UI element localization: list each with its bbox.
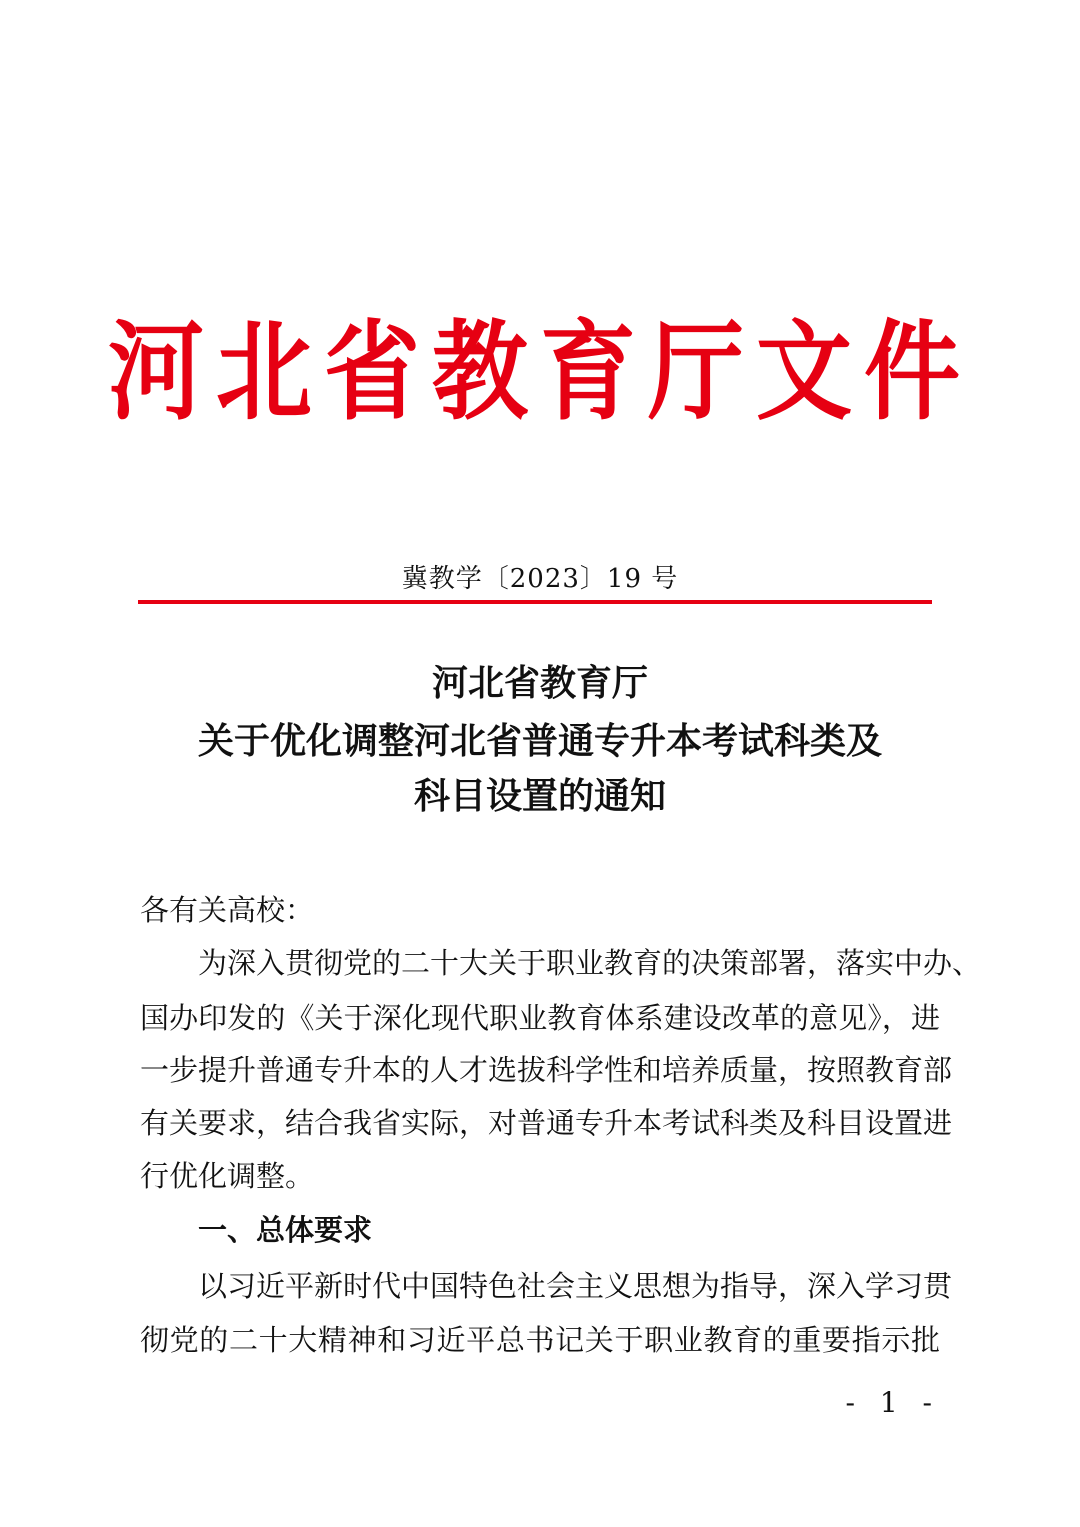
section-heading-general-requirements: 一、总体要求 <box>198 1213 373 1247</box>
section-1-line-1: 以习近平新时代中国特色社会主义思想为指导，深入学习贯 <box>198 1269 953 1303</box>
paragraph-1-line-5: 行优化调整。 <box>140 1159 315 1193</box>
document-title-line-2: 关于优化调整河北省普通专升本考试科类及 <box>197 721 882 762</box>
salutation: 各有关高校： <box>140 893 315 927</box>
section-1-line-2: 彻党的二十大精神和习近平总书记关于职业教育的重要指示批 <box>140 1323 940 1357</box>
document-number: 冀教学〔2023〕19 号 <box>401 564 679 594</box>
paragraph-1-line-1: 为深入贯彻党的二十大关于职业教育的决策部署，落实中办、 <box>198 946 982 980</box>
paragraph-1-line-4: 有关要求，结合我省实际，对普通专升本考试科类及科目设置进 <box>140 1106 953 1140</box>
document-title-line-3: 科目设置的通知 <box>413 776 666 817</box>
red-separator-line <box>138 600 932 604</box>
page-number: - 1 - <box>845 1386 940 1419</box>
paragraph-1-line-3: 一步提升普通专升本的人才选拔科学性和培养质量，按照教育部 <box>140 1053 953 1087</box>
document-title-line-1: 河北省教育厅 <box>431 663 648 704</box>
document-masthead: 河北省教育厅文件 <box>108 309 972 435</box>
paragraph-1-line-2: 国办印发的《关于深化现代职业教育体系建设改革的意见》，进 <box>140 1001 940 1035</box>
